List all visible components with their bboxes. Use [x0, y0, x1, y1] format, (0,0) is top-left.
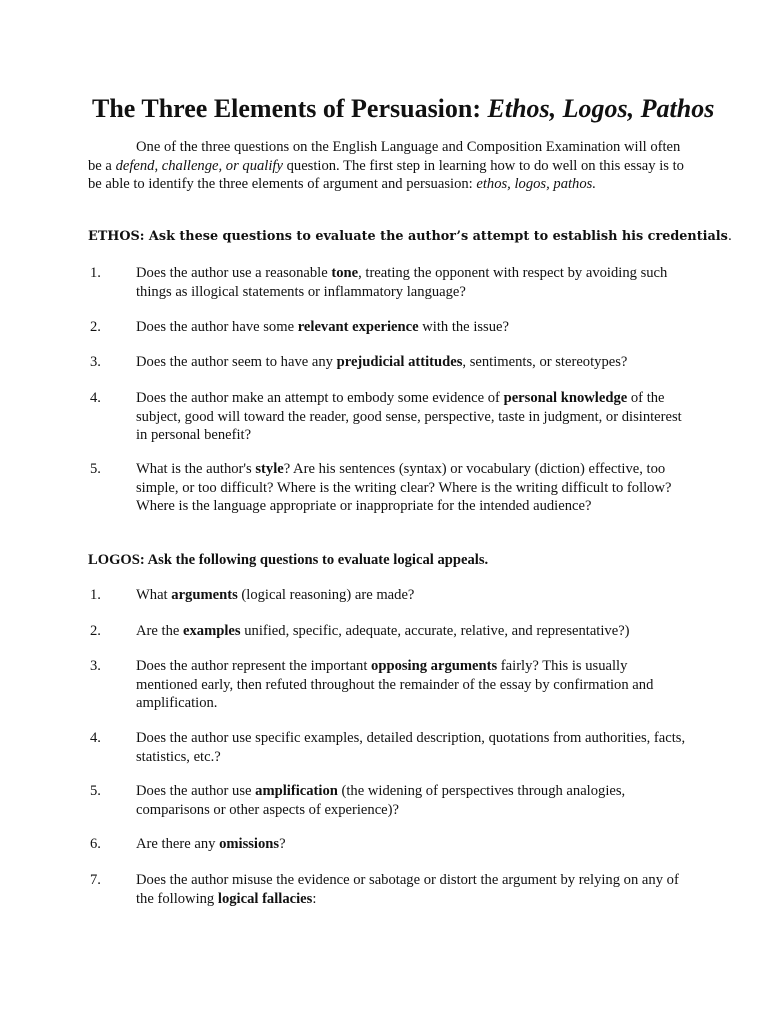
logos-heading: LOGOS: Ask the following questions to evaluate logical appeals. [88, 552, 489, 568]
item-text [136, 871, 686, 908]
item-emphasis: logical fallacies [217, 890, 313, 907]
item-text-part: Are there any [136, 836, 220, 852]
item-number: 7. [90, 872, 101, 888]
item-number: 2. [90, 319, 101, 335]
item-text-part: Does the author use a reasonable [136, 265, 332, 281]
item-emphasis: prejudicial attitudes [336, 354, 463, 370]
item-text-part: Does the author make an attempt to embody some evidence of [136, 390, 504, 406]
intro-text-1: One of the three questions on the English Language and Composition Examination will often be a [88, 139, 681, 174]
item-text [136, 782, 686, 819]
item-number: 5. [90, 783, 101, 799]
item-text-part: unified, specific, adequate, accurate, relative, and representative?) [240, 623, 630, 639]
item-number: 3. [90, 354, 101, 370]
item-number: 4. [90, 730, 101, 746]
item-text-part: Does the author have some [136, 319, 298, 335]
item-number: 6. [90, 836, 101, 852]
item-text [136, 460, 686, 516]
intro-paragraph [88, 138, 688, 194]
ethos-heading-text: ETHOS: Ask these questions to evaluate the author’s attempt to establish his credentials [88, 229, 728, 244]
item-text-part: Does the author use specific examples, detailed description, quotations from authorities, facts, statistics, etc.? [136, 730, 686, 765]
item-text-part: of the subject, good will toward the reader, good sense, perspective, taste in judgment, or disinterest in personal benefit? [136, 390, 682, 443]
item-text [136, 353, 686, 372]
item-emphasis: omissions [219, 836, 280, 852]
intro-italic-2: ethos, logos, pathos. [476, 176, 596, 192]
item-emphasis: amplification [255, 783, 338, 799]
item-text-part: , treating the opponent with respect by avoiding such things as illogical statements or inflammatory language? [136, 265, 668, 300]
item-emphasis: opposing arguments [371, 658, 498, 674]
item-emphasis: style [255, 461, 284, 477]
intro-italic-1: defend, challenge, or qualify [115, 157, 283, 174]
item-number: 1. [90, 587, 101, 603]
item-text-part: (the widening of perspectives through analogies, comparisons or other aspects of experience)? [136, 783, 626, 818]
item-text [136, 835, 686, 854]
item-number: 3. [90, 658, 101, 674]
item-text [136, 586, 686, 605]
item-text [136, 657, 686, 713]
item-text-part: Does the author seem to have any [136, 354, 337, 370]
document-title [92, 92, 714, 126]
item-text-part: What [136, 587, 172, 603]
item-text-part: Are the [136, 623, 184, 639]
item-emphasis: arguments [171, 587, 238, 603]
item-text [136, 389, 686, 445]
item-text-part: fairly? This is usually mentioned early, then refuted throughout the remainder of the essay by confirmation and amplification. [136, 658, 654, 711]
item-emphasis: relevant experience [297, 319, 419, 335]
item-text-part: ? Are his sentences (syntax) or vocabulary (diction) effective, too simple, or too difficult? Where is the writing clear? Where is the writing difficult to follow? Where is the language appropriate or inappropriate for the intended audience? [136, 461, 672, 514]
ethos-heading-period: . [727, 229, 732, 244]
item-text-part: (logical reasoning) are made? [237, 587, 415, 603]
item-number: 5. [90, 461, 101, 477]
title-italic-text: Ethos, Logos, Pathos [487, 94, 715, 123]
item-text [136, 622, 686, 641]
item-text-part: What is the author's [136, 461, 256, 477]
item-emphasis: examples [183, 623, 241, 639]
item-text [136, 264, 686, 301]
item-text-part: : [312, 890, 317, 907]
item-number: 1. [90, 265, 101, 281]
item-text-part: ? [279, 836, 286, 852]
ethos-heading [88, 228, 732, 247]
item-text-part: Does the author use [136, 783, 256, 799]
item-text-part: with the issue? [418, 319, 509, 335]
item-text-part: Does the author misuse the evidence or sabotage or distort the argument by relying on any of the following [136, 872, 679, 907]
item-text [136, 318, 686, 337]
title-text: The Three Elements of Persuasion: [92, 94, 488, 123]
item-text-part: Does the author represent the important [136, 658, 372, 674]
intro-text-2: question. The first step in learning how to do well on this essay is to be able to identify the three elements of argument and persuasion: [88, 157, 684, 192]
item-number: 2. [90, 623, 101, 639]
item-text [136, 729, 686, 766]
item-emphasis: tone [331, 265, 359, 281]
item-text-part: , sentiments, or stereotypes? [462, 354, 628, 370]
item-number: 4. [90, 390, 101, 406]
item-emphasis: personal knowledge [503, 390, 628, 406]
